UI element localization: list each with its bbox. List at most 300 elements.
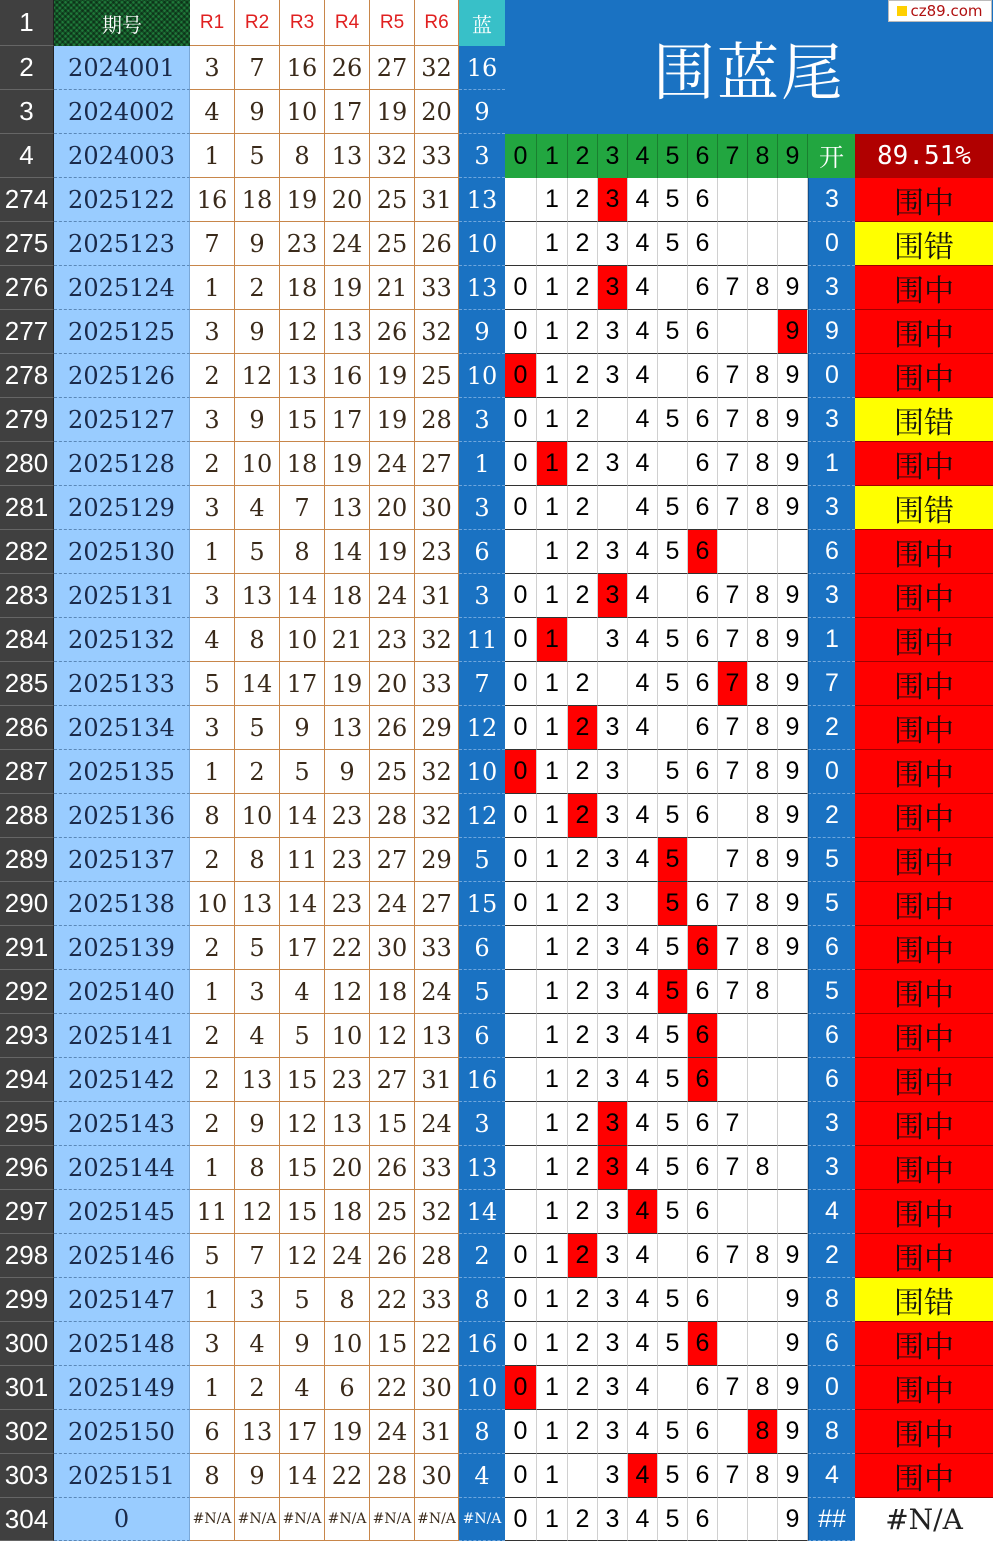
row-number[interactable]: 284 (0, 618, 54, 662)
digit-cell[interactable]: 2 (568, 354, 598, 398)
result-hit[interactable]: 围中 (855, 838, 993, 882)
digit-cell-hit[interactable]: 1 (537, 618, 568, 662)
period-cell[interactable]: 2025126 (54, 354, 190, 398)
digit-cell[interactable]: 9 (778, 750, 808, 794)
digit-cell[interactable]: 3 (598, 354, 628, 398)
digit-cell[interactable]: 4 (628, 838, 658, 882)
digit-cell-hit[interactable]: 3 (598, 1146, 628, 1190)
digit-cell[interactable] (505, 1146, 537, 1190)
digit-cell[interactable]: 1 (537, 574, 568, 618)
blue-ball-cell[interactable]: 9 (459, 90, 505, 134)
digit-cell[interactable] (778, 1102, 808, 1146)
red-ball-cell[interactable]: 17 (280, 926, 325, 970)
red-ball-cell[interactable]: 32 (415, 794, 459, 838)
red-ball-cell[interactable]: 30 (415, 486, 459, 530)
red-ball-cell[interactable]: 25 (370, 222, 415, 266)
red-ball-cell[interactable]: 30 (415, 1454, 459, 1498)
red-ball-cell[interactable]: 8 (235, 838, 280, 882)
digit-cell[interactable] (658, 574, 688, 618)
red-ball-cell[interactable]: 25 (370, 178, 415, 222)
digit-cell[interactable]: 3 (598, 926, 628, 970)
column-header-red-1[interactable]: R1 (190, 0, 235, 46)
digit-cell[interactable]: 4 (628, 178, 658, 222)
row-number[interactable]: 298 (0, 1234, 54, 1278)
open-tail-cell[interactable]: 6 (808, 926, 855, 970)
digit-cell[interactable]: 4 (628, 486, 658, 530)
digit-cell[interactable]: 9 (778, 1410, 808, 1454)
open-tail-cell[interactable]: 3 (808, 1102, 855, 1146)
red-ball-cell[interactable]: 2 (235, 1366, 280, 1410)
red-ball-cell[interactable]: 5 (280, 750, 325, 794)
blue-ball-cell[interactable]: 5 (459, 838, 505, 882)
digit-cell[interactable] (778, 970, 808, 1014)
open-tail-cell[interactable]: 4 (808, 1454, 855, 1498)
result-miss[interactable]: 围错 (855, 222, 993, 266)
red-ball-cell[interactable]: 7 (280, 486, 325, 530)
red-ball-cell[interactable]: 24 (370, 574, 415, 618)
result-hit[interactable]: 围中 (855, 926, 993, 970)
digit-cell[interactable]: 2 (568, 398, 598, 442)
red-ball-cell[interactable]: 33 (415, 926, 459, 970)
digit-cell[interactable] (658, 1366, 688, 1410)
open-tail-cell[interactable]: 3 (808, 486, 855, 530)
digit-cell-hit[interactable]: 6 (688, 926, 718, 970)
row-number[interactable]: 299 (0, 1278, 54, 1322)
digit-cell[interactable]: 3 (598, 1410, 628, 1454)
column-header-red-3[interactable]: R3 (280, 0, 325, 46)
red-ball-cell[interactable]: 15 (280, 1058, 325, 1102)
red-ball-cell[interactable]: 8 (280, 530, 325, 574)
digit-cell[interactable] (718, 1058, 748, 1102)
digit-cell[interactable]: 5 (658, 222, 688, 266)
digit-cell[interactable]: 0 (505, 1322, 537, 1366)
red-ball-cell[interactable]: #N/A (280, 1498, 325, 1541)
result-hit[interactable]: 围中 (855, 1410, 993, 1454)
digit-cell[interactable]: 2 (568, 1366, 598, 1410)
blue-ball-cell[interactable]: 10 (459, 222, 505, 266)
period-cell[interactable]: 2025123 (54, 222, 190, 266)
red-ball-cell[interactable]: 3 (190, 486, 235, 530)
digit-cell[interactable]: 6 (688, 310, 718, 354)
red-ball-cell[interactable]: 9 (235, 310, 280, 354)
red-ball-cell[interactable]: 2 (235, 266, 280, 310)
red-ball-cell[interactable]: 3 (190, 1322, 235, 1366)
open-tail-cell[interactable]: 1 (808, 442, 855, 486)
digit-cell[interactable]: 6 (688, 970, 718, 1014)
digit-cell[interactable]: 3 (598, 442, 628, 486)
period-cell[interactable]: 2025133 (54, 662, 190, 706)
digit-cell[interactable]: 6 (688, 442, 718, 486)
digit-cell[interactable] (505, 1058, 537, 1102)
red-ball-cell[interactable]: 19 (370, 530, 415, 574)
digit-cell[interactable]: 2 (568, 1322, 598, 1366)
digit-cell[interactable]: 7 (718, 1146, 748, 1190)
period-cell[interactable]: 2025151 (54, 1454, 190, 1498)
digit-cell[interactable] (748, 1190, 778, 1234)
red-ball-cell[interactable]: 28 (370, 1454, 415, 1498)
digit-cell[interactable]: 4 (628, 222, 658, 266)
period-cell[interactable]: 2024003 (54, 134, 190, 178)
digit-header-2[interactable]: 2 (568, 134, 598, 178)
digit-cell[interactable]: 0 (505, 794, 537, 838)
open-tail-cell[interactable]: 0 (808, 1366, 855, 1410)
digit-cell[interactable]: 1 (537, 970, 568, 1014)
digit-cell[interactable]: 1 (537, 1146, 568, 1190)
digit-cell[interactable]: 1 (537, 1234, 568, 1278)
digit-cell[interactable]: 3 (598, 618, 628, 662)
digit-cell-hit[interactable]: 6 (688, 1058, 718, 1102)
digit-cell[interactable]: 0 (505, 442, 537, 486)
red-ball-cell[interactable]: 33 (415, 1146, 459, 1190)
digit-cell[interactable]: 5 (658, 662, 688, 706)
red-ball-cell[interactable]: 23 (415, 530, 459, 574)
red-ball-cell[interactable]: 32 (415, 618, 459, 662)
digit-cell-hit[interactable]: 5 (658, 970, 688, 1014)
row-number[interactable]: 294 (0, 1058, 54, 1102)
row-number[interactable]: 292 (0, 970, 54, 1014)
red-ball-cell[interactable]: 22 (325, 926, 370, 970)
period-cell[interactable]: 2025127 (54, 398, 190, 442)
red-ball-cell[interactable]: 23 (370, 618, 415, 662)
column-header-red-4[interactable]: R4 (325, 0, 370, 46)
red-ball-cell[interactable]: 20 (370, 486, 415, 530)
digit-cell[interactable]: 6 (688, 354, 718, 398)
digit-cell[interactable] (718, 310, 748, 354)
row-number[interactable]: 295 (0, 1102, 54, 1146)
digit-cell[interactable]: 9 (778, 618, 808, 662)
digit-cell[interactable] (718, 178, 748, 222)
digit-cell[interactable] (505, 1190, 537, 1234)
digit-cell[interactable]: 6 (688, 1410, 718, 1454)
digit-cell[interactable] (718, 1410, 748, 1454)
result-hit[interactable]: 围中 (855, 794, 993, 838)
red-ball-cell[interactable]: 13 (235, 1410, 280, 1454)
red-ball-cell[interactable]: 24 (325, 1234, 370, 1278)
red-ball-cell[interactable]: 32 (415, 310, 459, 354)
digit-cell[interactable]: 5 (658, 1014, 688, 1058)
digit-cell[interactable]: 3 (598, 1322, 628, 1366)
red-ball-cell[interactable]: 28 (415, 1234, 459, 1278)
row-number[interactable]: 278 (0, 354, 54, 398)
digit-cell[interactable]: 6 (688, 618, 718, 662)
digit-cell[interactable]: 6 (688, 1498, 718, 1541)
digit-cell[interactable]: 3 (598, 750, 628, 794)
period-cell[interactable]: 2025134 (54, 706, 190, 750)
red-ball-cell[interactable]: 18 (280, 266, 325, 310)
open-tail-cell[interactable]: 2 (808, 1234, 855, 1278)
open-tail-cell[interactable]: 0 (808, 354, 855, 398)
digit-cell-hit[interactable]: 0 (505, 1366, 537, 1410)
row-number[interactable]: 286 (0, 706, 54, 750)
digit-cell[interactable]: 8 (748, 1234, 778, 1278)
blue-ball-cell[interactable]: 12 (459, 794, 505, 838)
digit-cell[interactable]: 2 (568, 178, 598, 222)
digit-cell[interactable]: 6 (688, 222, 718, 266)
red-ball-cell[interactable]: 3 (235, 1278, 280, 1322)
blue-ball-cell[interactable]: 8 (459, 1278, 505, 1322)
period-cell[interactable]: 2025122 (54, 178, 190, 222)
digit-cell[interactable]: 4 (628, 1234, 658, 1278)
result-hit[interactable]: 围中 (855, 1322, 993, 1366)
digit-cell[interactable]: 0 (505, 1234, 537, 1278)
red-ball-cell[interactable]: 24 (415, 1102, 459, 1146)
red-ball-cell[interactable]: 6 (190, 1410, 235, 1454)
red-ball-cell[interactable]: 4 (235, 1322, 280, 1366)
period-cell[interactable]: 2025129 (54, 486, 190, 530)
digit-cell[interactable]: 8 (748, 618, 778, 662)
digit-header-9[interactable]: 9 (778, 134, 808, 178)
red-ball-cell[interactable]: 32 (415, 46, 459, 90)
digit-cell[interactable]: 9 (778, 1278, 808, 1322)
digit-cell[interactable]: 6 (688, 486, 718, 530)
digit-cell[interactable] (748, 1058, 778, 1102)
red-ball-cell[interactable]: 3 (190, 574, 235, 618)
digit-cell[interactable]: 1 (537, 1102, 568, 1146)
digit-cell[interactable]: 1 (537, 1498, 568, 1541)
blue-ball-cell[interactable]: 6 (459, 926, 505, 970)
digit-cell[interactable]: 4 (628, 618, 658, 662)
open-tail-cell[interactable]: 7 (808, 662, 855, 706)
digit-cell[interactable] (718, 1190, 748, 1234)
red-ball-cell[interactable]: 12 (325, 970, 370, 1014)
digit-cell[interactable]: 5 (658, 486, 688, 530)
result-hit[interactable]: 围中 (855, 1234, 993, 1278)
digit-cell[interactable]: 6 (688, 1234, 718, 1278)
red-ball-cell[interactable]: 3 (190, 310, 235, 354)
digit-cell[interactable]: 1 (537, 1058, 568, 1102)
digit-cell[interactable]: 2 (568, 662, 598, 706)
digit-cell[interactable]: 0 (505, 618, 537, 662)
digit-cell[interactable]: 7 (718, 574, 748, 618)
red-ball-cell[interactable]: 1 (190, 1366, 235, 1410)
column-header-red-5[interactable]: R5 (370, 0, 415, 46)
blue-ball-cell[interactable]: 3 (459, 398, 505, 442)
digit-cell-hit[interactable]: 4 (628, 1454, 658, 1498)
digit-cell[interactable]: 9 (778, 442, 808, 486)
red-ball-cell[interactable]: #N/A (325, 1498, 370, 1541)
open-tail-cell[interactable]: 8 (808, 1410, 855, 1454)
red-ball-cell[interactable]: 22 (370, 1278, 415, 1322)
red-ball-cell[interactable]: 1 (190, 530, 235, 574)
row-number[interactable]: 301 (0, 1366, 54, 1410)
digit-cell[interactable]: 1 (537, 266, 568, 310)
red-ball-cell[interactable]: 9 (235, 1454, 280, 1498)
result-hit[interactable]: 围中 (855, 266, 993, 310)
red-ball-cell[interactable]: 14 (325, 530, 370, 574)
digit-cell[interactable] (748, 1322, 778, 1366)
digit-cell-hit[interactable]: 5 (658, 838, 688, 882)
red-ball-cell[interactable]: 1 (190, 1146, 235, 1190)
digit-cell[interactable] (568, 618, 598, 662)
digit-cell[interactable]: 7 (718, 354, 748, 398)
digit-cell[interactable]: 9 (778, 354, 808, 398)
open-tail-cell[interactable]: 5 (808, 970, 855, 1014)
red-ball-cell[interactable]: 1 (190, 750, 235, 794)
digit-cell[interactable]: 4 (628, 1058, 658, 1102)
red-ball-cell[interactable]: 20 (370, 662, 415, 706)
red-ball-cell[interactable]: #N/A (415, 1498, 459, 1541)
period-cell[interactable]: 2025131 (54, 574, 190, 618)
row-number[interactable]: 290 (0, 882, 54, 926)
row-number[interactable]: 282 (0, 530, 54, 574)
digit-cell[interactable] (718, 222, 748, 266)
digit-header-1[interactable]: 1 (537, 134, 568, 178)
hit-rate[interactable]: 89.51% (855, 134, 993, 178)
row-number[interactable]: 304 (0, 1498, 54, 1541)
blue-ball-cell[interactable]: 9 (459, 310, 505, 354)
digit-cell[interactable]: 2 (568, 310, 598, 354)
red-ball-cell[interactable]: 14 (280, 794, 325, 838)
digit-cell-hit[interactable]: 2 (568, 794, 598, 838)
digit-cell[interactable]: 4 (628, 794, 658, 838)
blue-ball-cell[interactable]: 10 (459, 354, 505, 398)
digit-cell[interactable] (598, 486, 628, 530)
open-tail-cell[interactable]: 6 (808, 1014, 855, 1058)
result-hit[interactable]: 围中 (855, 1058, 993, 1102)
digit-cell[interactable]: 8 (748, 398, 778, 442)
row-number[interactable]: 285 (0, 662, 54, 706)
digit-cell[interactable]: 6 (688, 398, 718, 442)
digit-cell[interactable]: 5 (658, 1322, 688, 1366)
result-hit[interactable]: 围中 (855, 1146, 993, 1190)
red-ball-cell[interactable]: 24 (370, 1410, 415, 1454)
digit-cell[interactable]: 0 (505, 1278, 537, 1322)
digit-cell[interactable]: 8 (748, 882, 778, 926)
digit-cell[interactable]: 4 (628, 1498, 658, 1541)
digit-cell[interactable]: 7 (718, 1454, 748, 1498)
red-ball-cell[interactable]: 8 (280, 134, 325, 178)
red-ball-cell[interactable]: 23 (280, 222, 325, 266)
digit-cell[interactable]: 4 (628, 926, 658, 970)
digit-cell[interactable] (658, 266, 688, 310)
digit-cell[interactable] (598, 398, 628, 442)
red-ball-cell[interactable]: 18 (280, 442, 325, 486)
red-ball-cell[interactable]: 19 (280, 178, 325, 222)
digit-cell[interactable] (778, 1014, 808, 1058)
digit-cell[interactable]: 2 (568, 926, 598, 970)
digit-cell[interactable]: 4 (628, 266, 658, 310)
red-ball-cell[interactable]: 28 (415, 398, 459, 442)
digit-cell-hit[interactable]: 6 (688, 1322, 718, 1366)
red-ball-cell[interactable]: 18 (325, 574, 370, 618)
digit-cell[interactable]: 7 (718, 266, 748, 310)
digit-cell[interactable]: 7 (718, 1366, 748, 1410)
red-ball-cell[interactable]: 10 (235, 794, 280, 838)
red-ball-cell[interactable]: 23 (325, 1058, 370, 1102)
red-ball-cell[interactable]: 14 (280, 1454, 325, 1498)
red-ball-cell[interactable]: 18 (235, 178, 280, 222)
red-ball-cell[interactable]: 8 (235, 618, 280, 662)
digit-cell[interactable]: 4 (628, 1366, 658, 1410)
blue-ball-cell[interactable]: 16 (459, 1058, 505, 1102)
red-ball-cell[interactable]: 10 (325, 1322, 370, 1366)
digit-cell[interactable]: 9 (778, 1366, 808, 1410)
red-ball-cell[interactable]: 23 (325, 794, 370, 838)
red-ball-cell[interactable]: 4 (190, 618, 235, 662)
red-ball-cell[interactable]: 24 (370, 882, 415, 926)
digit-cell[interactable]: 0 (505, 1498, 537, 1541)
period-cell[interactable]: 2025124 (54, 266, 190, 310)
digit-cell-hit[interactable]: 3 (598, 574, 628, 618)
blue-ball-cell[interactable]: 14 (459, 1190, 505, 1234)
period-cell[interactable]: 2025145 (54, 1190, 190, 1234)
digit-cell[interactable] (505, 970, 537, 1014)
red-ball-cell[interactable]: 21 (370, 266, 415, 310)
period-cell[interactable]: 2025141 (54, 1014, 190, 1058)
red-ball-cell[interactable]: 13 (325, 134, 370, 178)
blue-ball-cell[interactable]: 3 (459, 574, 505, 618)
red-ball-cell[interactable]: 4 (190, 90, 235, 134)
digit-cell-hit[interactable]: 3 (598, 266, 628, 310)
result-hit[interactable]: 围中 (855, 1102, 993, 1146)
blue-ball-cell[interactable]: 13 (459, 266, 505, 310)
digit-cell[interactable] (778, 1146, 808, 1190)
digit-cell[interactable]: 4 (628, 970, 658, 1014)
digit-cell[interactable] (748, 1102, 778, 1146)
digit-cell[interactable] (505, 1014, 537, 1058)
period-cell[interactable]: 2025136 (54, 794, 190, 838)
red-ball-cell[interactable]: 14 (235, 662, 280, 706)
row-number[interactable]: 303 (0, 1454, 54, 1498)
result-hit[interactable]: 围中 (855, 178, 993, 222)
digit-cell[interactable]: 2 (568, 1102, 598, 1146)
row-number[interactable]: 2 (0, 46, 54, 90)
red-ball-cell[interactable]: 7 (235, 46, 280, 90)
digit-cell[interactable]: 1 (537, 486, 568, 530)
red-ball-cell[interactable]: 9 (235, 90, 280, 134)
red-ball-cell[interactable]: 13 (325, 310, 370, 354)
red-ball-cell[interactable]: 29 (415, 838, 459, 882)
digit-cell[interactable] (748, 1498, 778, 1541)
digit-cell[interactable]: 4 (628, 1102, 658, 1146)
red-ball-cell[interactable]: 1 (190, 266, 235, 310)
digit-cell[interactable]: 2 (568, 1498, 598, 1541)
open-tail-cell[interactable]: 6 (808, 1322, 855, 1366)
column-header-period[interactable]: 期号 (54, 0, 190, 46)
red-ball-cell[interactable]: 33 (415, 266, 459, 310)
digit-cell[interactable] (778, 530, 808, 574)
red-ball-cell[interactable]: 32 (415, 1190, 459, 1234)
red-ball-cell[interactable]: 15 (370, 1102, 415, 1146)
digit-cell[interactable]: 4 (628, 310, 658, 354)
red-ball-cell[interactable]: 5 (190, 662, 235, 706)
red-ball-cell[interactable]: 3 (190, 398, 235, 442)
red-ball-cell[interactable]: 13 (415, 1014, 459, 1058)
digit-cell[interactable]: 9 (778, 662, 808, 706)
red-ball-cell[interactable]: 31 (415, 574, 459, 618)
digit-cell[interactable] (505, 926, 537, 970)
digit-cell[interactable]: 9 (778, 882, 808, 926)
red-ball-cell[interactable]: 9 (280, 706, 325, 750)
red-ball-cell[interactable]: 2 (190, 1102, 235, 1146)
digit-cell[interactable]: 4 (628, 1014, 658, 1058)
row-number[interactable]: 300 (0, 1322, 54, 1366)
red-ball-cell[interactable]: 19 (325, 442, 370, 486)
digit-cell[interactable]: 5 (658, 1410, 688, 1454)
period-cell[interactable]: 2025125 (54, 310, 190, 354)
period-cell[interactable]: 2024001 (54, 46, 190, 90)
digit-header-3[interactable]: 3 (598, 134, 628, 178)
digit-cell[interactable]: 1 (537, 398, 568, 442)
digit-cell[interactable]: 4 (628, 706, 658, 750)
digit-cell[interactable]: 0 (505, 838, 537, 882)
red-ball-cell[interactable]: 16 (190, 178, 235, 222)
period-cell[interactable]: 2025143 (54, 1102, 190, 1146)
period-cell[interactable]: 2025148 (54, 1322, 190, 1366)
digit-header-4[interactable]: 4 (628, 134, 658, 178)
blue-ball-cell[interactable]: 13 (459, 1146, 505, 1190)
digit-cell[interactable]: 6 (688, 662, 718, 706)
